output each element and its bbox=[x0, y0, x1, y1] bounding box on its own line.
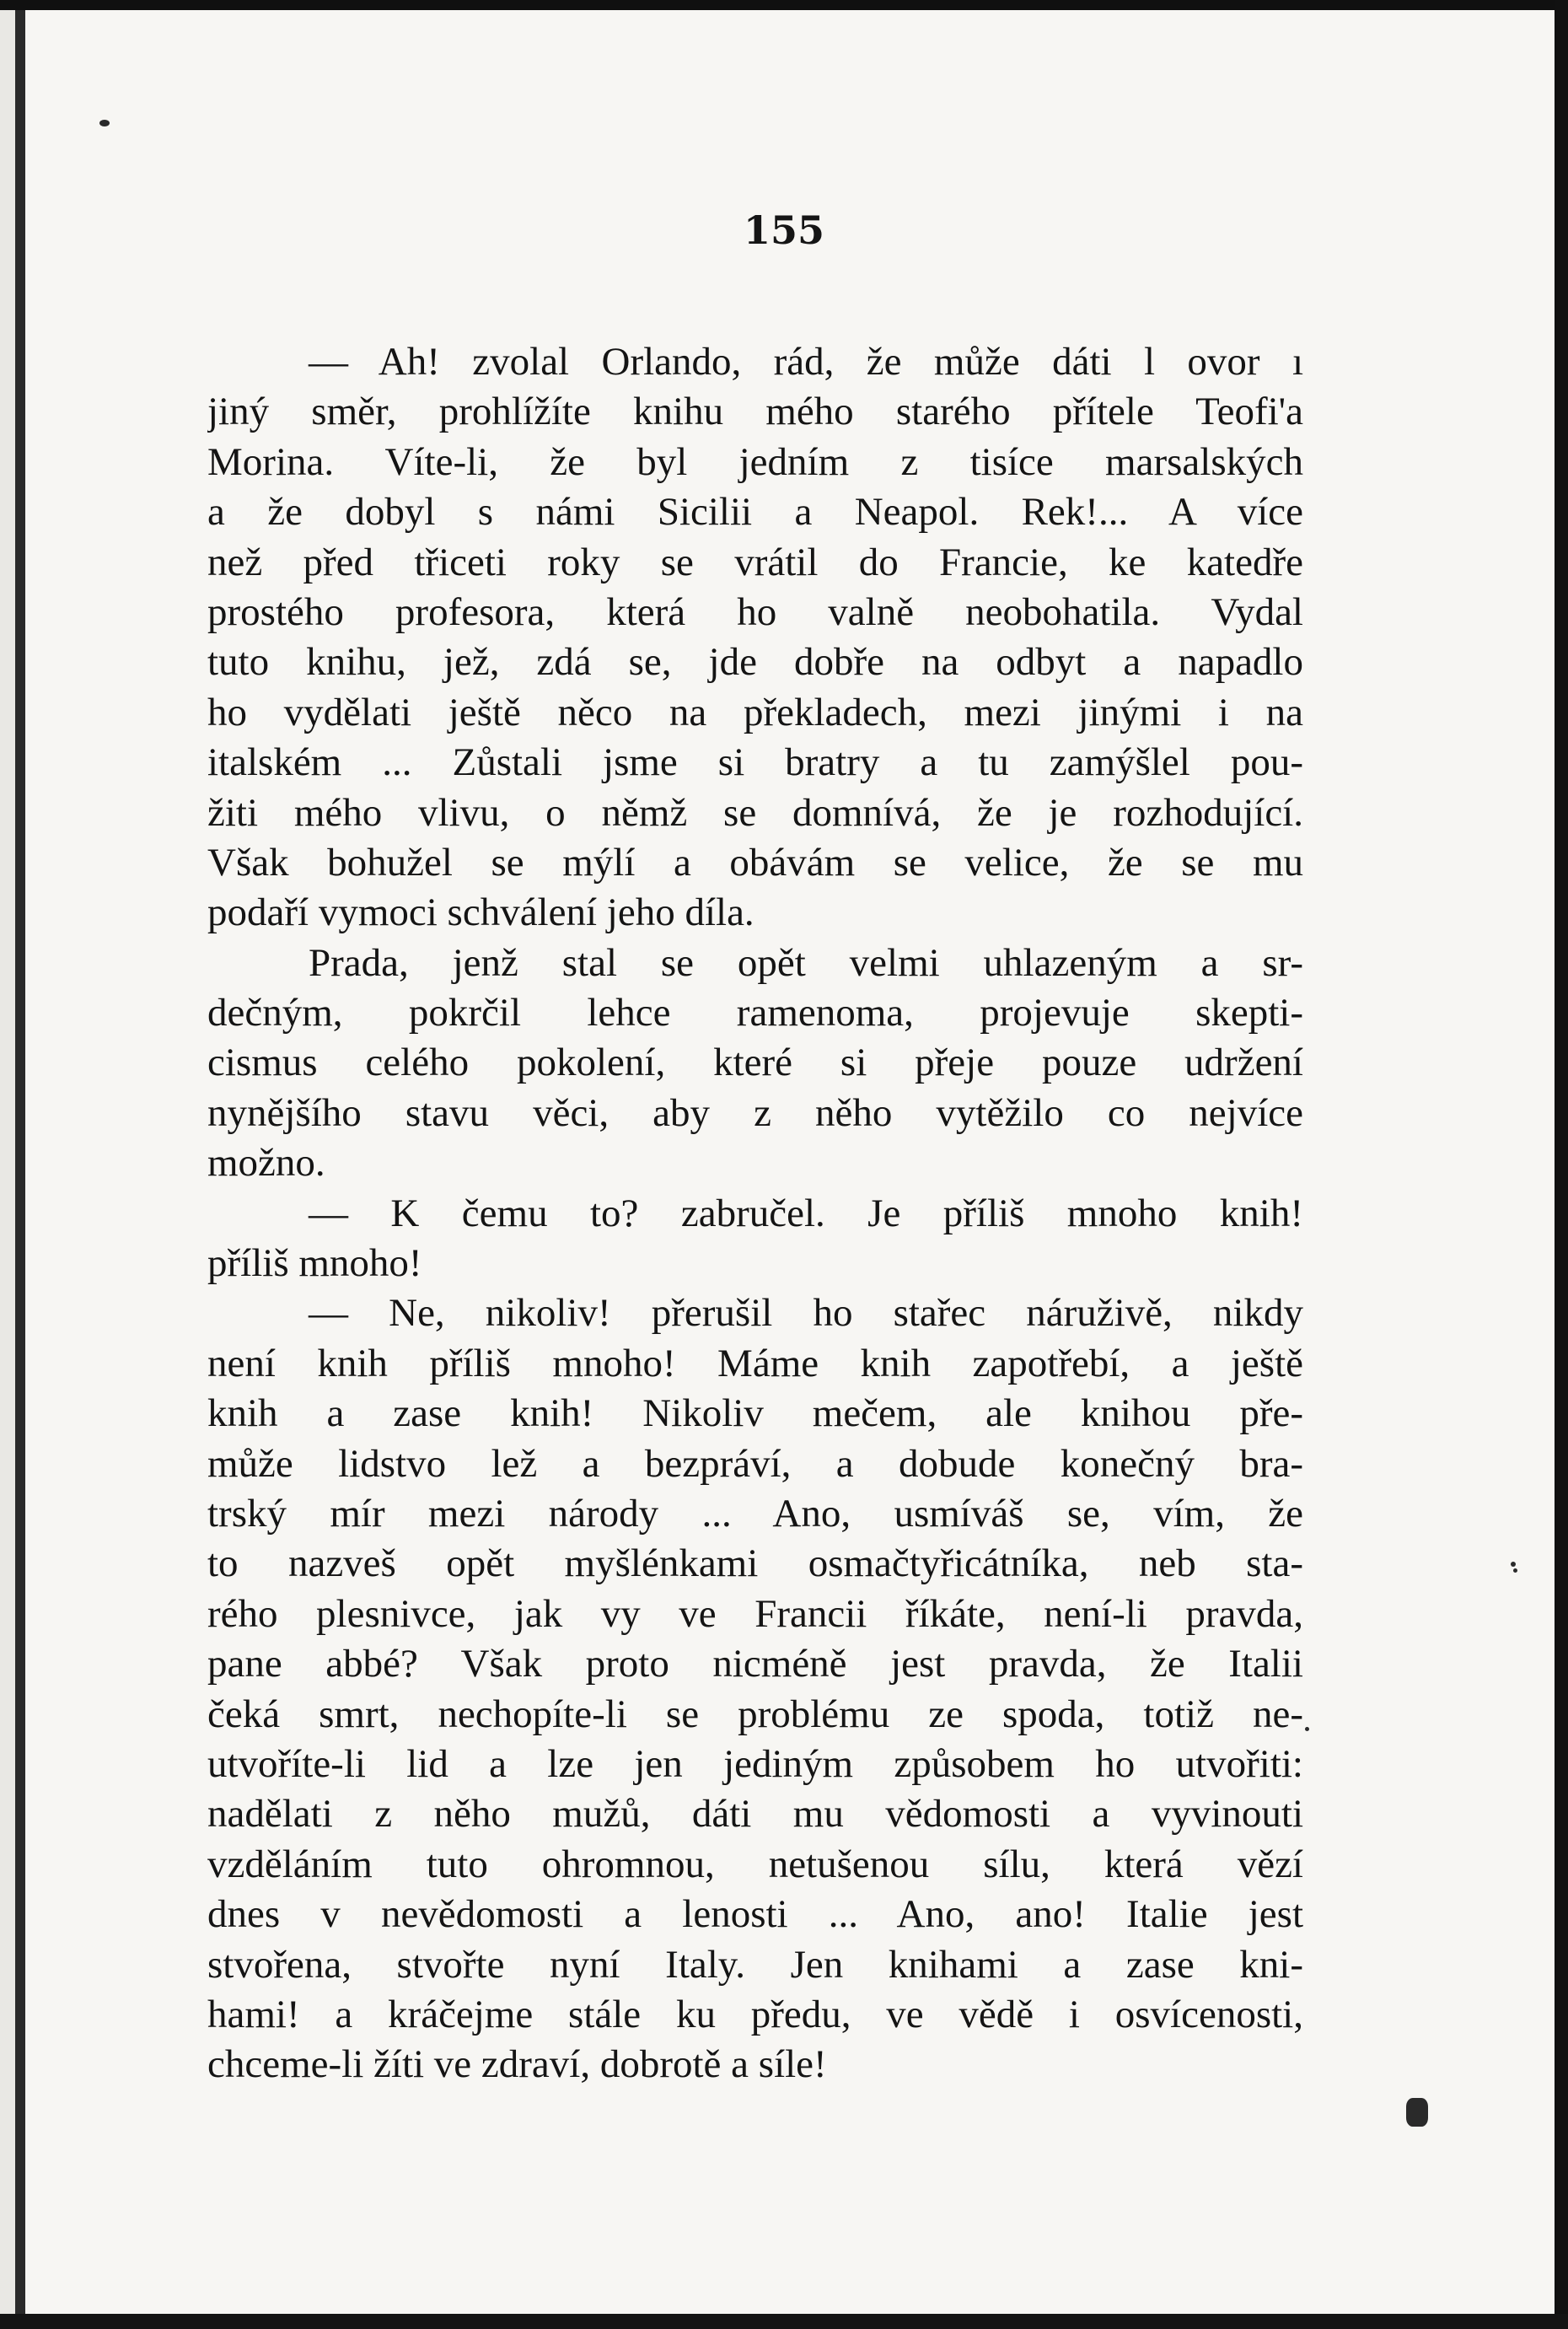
text-line: jiný směr, prohlížíte knihu mého starého přítele Teofi'a bbox=[207, 390, 1303, 434]
text-line: rého plesnivce, jak vy ve Francii říkáte, není-li pravda, bbox=[207, 1591, 1303, 1636]
text-line: chceme-li žíti ve zdraví, dobrotě a síle! bbox=[207, 2042, 827, 2087]
text-line: knih a zase knih! Nikoliv mečem, ale knihou pře- bbox=[207, 1391, 1303, 1436]
text-line: Morina. Víte-li, že byl jedním z tisíce marsalských bbox=[207, 439, 1303, 484]
text-line: dnes v nevědomosti a lenosti ... Ano, ano! Italie jest bbox=[207, 1892, 1303, 1937]
speck bbox=[99, 120, 110, 126]
text-line: nadělati z něho mužů, dáti mu vědomosti a vyvinouti bbox=[207, 1792, 1303, 1837]
speck bbox=[1406, 2098, 1428, 2127]
bottom-edge bbox=[0, 2314, 1568, 2329]
text-line: podaří vymoci schválení jeho díla. bbox=[207, 890, 754, 935]
text-line: — Ne, nikoliv! přerušil ho stařec náruživě, nikdy bbox=[309, 1291, 1303, 1336]
text-line: čeká smrt, nechopíte-li se problému ze spoda, totiž ne- bbox=[207, 1692, 1303, 1736]
text-line: Prada, jenž stal se opět velmi uhlazeným a sr- bbox=[309, 940, 1303, 985]
text-line: příliš mnoho! bbox=[207, 1241, 422, 1286]
text-line: žiti mého vlivu, o němž se domnívá, že je rozhodující. bbox=[207, 790, 1303, 835]
top-edge bbox=[0, 0, 1568, 10]
text-line: než před třiceti roky se vrátil do Francie, ke katedře bbox=[207, 540, 1303, 584]
speck bbox=[1511, 1562, 1516, 1567]
text-line: může lidstvo lež a bezpráví, a dobude konečný bra- bbox=[207, 1441, 1303, 1486]
text-line: prostého profesora, která ho valně neobohatila. Vydal bbox=[207, 589, 1303, 634]
text-line: dečným, pokrčil lehce ramenoma, projevuje skepti- bbox=[207, 991, 1303, 1035]
right-edge bbox=[1555, 0, 1568, 2329]
text-line: pane abbé? Však proto nicméně jest pravda, že Italii bbox=[207, 1642, 1303, 1686]
text-line: cismus celého pokolení, které si přeje pouze udržení bbox=[207, 1041, 1303, 1085]
text-line: stvořena, stvořte nyní Italy. Jen knihami a zase kni- bbox=[207, 1942, 1303, 1987]
text-line: — Ah! zvolal Orlando, rád, že může dáti l ovor ı bbox=[309, 340, 1303, 384]
body-text bbox=[207, 337, 1303, 2090]
speck bbox=[1513, 1568, 1517, 1573]
text-line: nynějšího stavu věci, aby z něho vytěžilo co nejvíce bbox=[207, 1090, 1303, 1135]
text-line: možno. bbox=[207, 1141, 325, 1186]
text-line: — K čemu to? zabručel. Je příliš mnoho knih! bbox=[309, 1191, 1303, 1235]
text-line: to nazveš opět myšlénkami osmačtyřicátníka, neb sta- bbox=[207, 1541, 1303, 1586]
text-line: ho vydělati ještě něco na překladech, mezi jinými i na bbox=[207, 690, 1303, 734]
text-line: Však bohužel se mýlí a obávám se velice, že se mu bbox=[207, 840, 1303, 885]
text-line: hami! a kráčejme stále ku předu, ve vědě i osvícenosti, bbox=[207, 1992, 1303, 2036]
speck bbox=[1305, 1727, 1309, 1731]
text-line: tuto knihu, jež, zdá se, jde dobře na odbyt a napadlo bbox=[207, 640, 1303, 685]
text-line: italském ... Zůstali jsme si bratry a tu zamýšlel pou- bbox=[207, 740, 1303, 785]
left-edge bbox=[0, 0, 25, 2329]
text-line: trský mír mezi národy ... Ano, usmíváš se, vím, že bbox=[207, 1491, 1303, 1536]
text-line: není knih příliš mnoho! Máme knih zapotřebí, a ještě bbox=[207, 1341, 1303, 1385]
page-number: 155 bbox=[743, 207, 825, 253]
text-line: utvoříte-li lid a lze jen jediným způsobem ho utvořiti: bbox=[207, 1741, 1303, 1786]
text-line: vzděláním tuto ohromnou, netušenou sílu, která vězí bbox=[207, 1842, 1303, 1886]
speck bbox=[19, 1771, 25, 1805]
text-line: a že dobyl s námi Sicilii a Neapol. Rek!... A více bbox=[207, 490, 1303, 535]
